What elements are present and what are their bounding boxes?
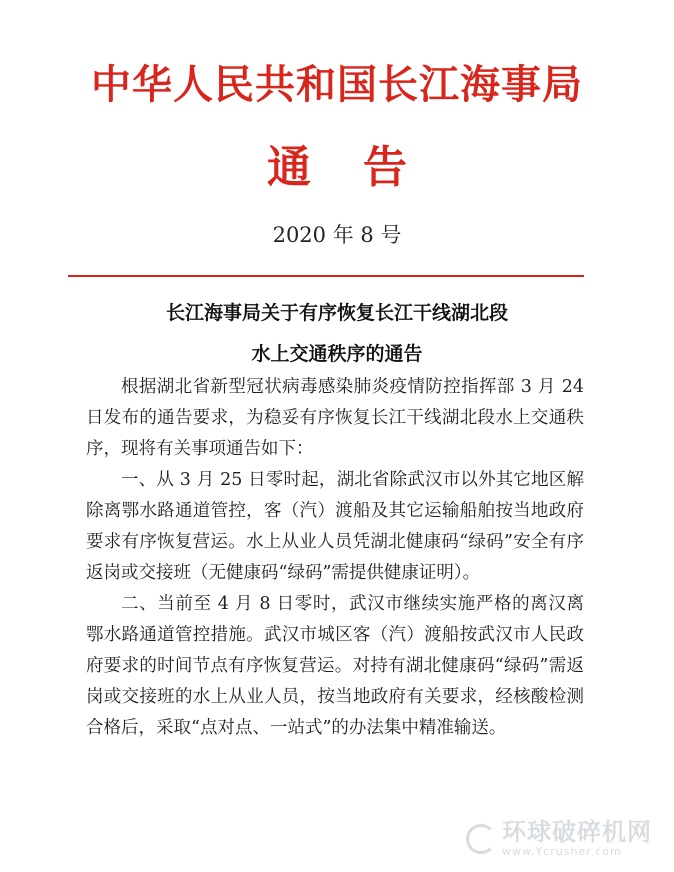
document-number: 2020 年 8 号 [272,223,402,247]
paragraph-intro: 根据湖北省新型冠状病毒感染肺炎疫情防控指挥部 3 月 24 日发布的通告要求，为稳妥有序恢复长江干线湖北段水上交通秩序，现将有关事项通告如下： [86,377,584,459]
issuer-title: 中华人民共和国长江海事局 [91,62,583,108]
red-divider-line [68,275,584,277]
paragraph-item-2: 二、当前至 4 月 8 日零时，武汉市继续实施严格的离汉离鄂水路通道管控措施。武汉市城区客（汽）渡船按武汉市人民政府要求的时间节点有序恢复营运。对持有湖北健康码“绿码”需返岗或交接班的水上从业人员，按当地政府有关要求，经核酸检测合格后，采取“点对点、一站式”的办法集中精准输送。 [86,594,584,738]
watermark-url: www.Ycrusher.com [502,845,622,858]
notice-title-line-1: 长江海事局关于有序恢复长江干线湖北段 [165,302,508,324]
document-type-heading: 通告 [267,142,459,193]
watermark-name: 环球破碎机网 [502,818,652,846]
watermark-logo-icon [466,824,496,854]
notice-body [86,372,584,744]
paragraph-item-1: 一、从 3 月 25 日零时起，湖北省除武汉市以外其它地区解除离鄂水路通道管控，客（汽）渡船及其它运输船舶按当地政府要求有序恢复营运。水上从业人员凭湖北健康码“绿码”安全有序返岗或交接班（无健康码“绿码”需提供健康证明）。 [86,470,584,583]
site-watermark [466,819,652,858]
notice-title-line-2: 水上交通秩序的通告 [251,343,423,365]
